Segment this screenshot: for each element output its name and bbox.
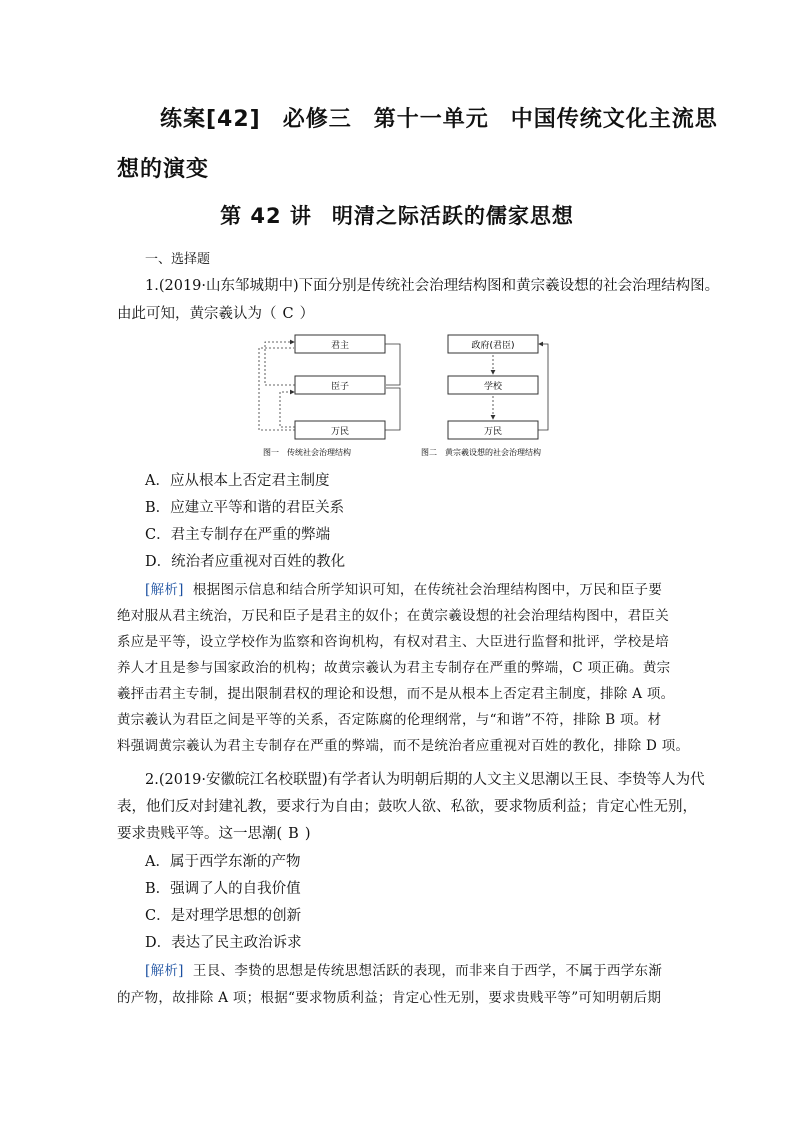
q1-analysis-line-6: 黄宗羲认为君臣之间是平等的关系，否定陈腐的伦理纲常，与“和谐”不符，排除 B 项。材 (117, 712, 662, 728)
fig1-box-ministers (295, 376, 385, 394)
q2-stem-line-2: 表，他们反对封建礼教，要求行为自由；鼓吹人欲、私欲，要求物质利益；肯定心性无别， (117, 799, 697, 815)
svg-text:万民: 万民 (330, 427, 350, 437)
svg-text:万民: 万民 (483, 427, 503, 437)
q1-analysis-line-2: 绝对服从君主统治，万民和臣子是君主的奴仆；在黄宗羲设想的社会治理结构图中，君臣关 (117, 608, 669, 624)
q1-answer: C (282, 306, 294, 322)
q1-option-b[interactable]: B．应建立平等和谐的君臣关系 (145, 500, 345, 516)
q1-analysis-line-1: [解析] 根据图示信息和结合所学知识可知，在传统社会治理结构图中，万民和臣子要 (145, 582, 663, 598)
title-part-3: 第十一单元 (373, 107, 489, 132)
fig1-box-people (295, 421, 385, 439)
fig2-box-government (448, 335, 538, 353)
title-part-4: 中国传统文化主流思 (510, 107, 718, 132)
q2-option-a[interactable]: A．属于西学东渐的产物 (145, 854, 301, 870)
fig1-box-ruler (295, 335, 385, 353)
q1-option-c[interactable]: C．君主专制存在严重的弊端 (145, 527, 331, 543)
q2-stem-line-1: 2.(2019·安徽皖江名校联盟)有学者认为明朝后期的人文主义思潮以王艮、李贽等人为代 (145, 772, 705, 788)
svg-text:臣子: 臣子 (330, 382, 350, 392)
svg-text:君主: 君主 (330, 341, 350, 351)
q2-analysis-line-2: 的产物，故排除 A 项；根据“要求物质利益；肯定心性无别，要求贵贱平等”可知明朝后期 (117, 990, 662, 1006)
q1-stem-line-1: 1.(2019·山东邹城期中)下面分别是传统社会治理结构图和黄宗羲设想的社会治理结构图。 (145, 278, 720, 294)
fig1-caption: 图一 传统社会治理结构 (263, 448, 351, 457)
fig2-box-school (448, 376, 538, 394)
section-heading: 一、选择题 (145, 252, 211, 267)
q1-option-d[interactable]: D．统治者应重视对百姓的教化 (145, 554, 346, 570)
fig2-caption: 图二 黄宗羲设想的社会治理结构 (421, 448, 541, 457)
lesson-title (0, 200, 794, 230)
q2-analysis-tag: [解析] (145, 963, 184, 979)
q2-option-c[interactable]: C．是对理学思想的创新 (145, 908, 302, 924)
title-part-1: 练案[42] (160, 107, 261, 132)
q2-stem-line-3: 要求贵贱平等。这一思潮( B ) (117, 826, 311, 842)
title-part-2: 必修三 (282, 107, 352, 132)
page-title (160, 102, 718, 133)
svg-text:政府(君臣): 政府(君臣) (471, 341, 515, 351)
q1-analysis-line-4: 养人才且是参与国家政治的机构；故黄宗羲认为君主专制存在严重的弊端，C 项正确。黄宗 (117, 660, 671, 676)
svg-text:学校: 学校 (483, 382, 503, 392)
q1-stem-line-2: 由此可知，黄宗羲认为（ C ） (117, 306, 315, 322)
q2-option-b[interactable]: B．强调了人的自我价值 (145, 881, 301, 897)
q2-answer: B (288, 826, 299, 842)
q2-analysis-line-1: [解析] 王艮、李贽的思想是传统思想活跃的表现，而非来自于西学，不属于西学东渐 (145, 963, 663, 979)
q1-analysis-line-3: 系应是平等，设立学校作为监察和咨询机构，有权对君主、大臣进行监督和批评，学校是培 (117, 634, 669, 650)
lesson-name: 明清之际活跃的儒家思想 (331, 204, 574, 228)
q1-analysis-line-5: 羲抨击君主专制，提出限制君权的理论和设想，而不是从根本上否定君主制度，排除 A 项。 (117, 686, 675, 702)
q1-analysis-line-7: 料强调黄宗羲认为君主专制存在严重的弊端，而不是统治者应重视对百姓的教化，排除 D 项。 (117, 738, 690, 754)
fig2-box-people (448, 421, 538, 439)
page-title-continued: 想的演变 (117, 157, 210, 182)
q1-analysis-tag: [解析] (145, 582, 184, 598)
q1-option-a[interactable]: A．应从根本上否定君主制度 (145, 473, 330, 489)
lesson-number: 第 42 讲 (220, 204, 312, 228)
governance-structure-diagram (255, 328, 555, 460)
q2-option-d[interactable]: D．表达了民主政治诉求 (145, 935, 302, 951)
